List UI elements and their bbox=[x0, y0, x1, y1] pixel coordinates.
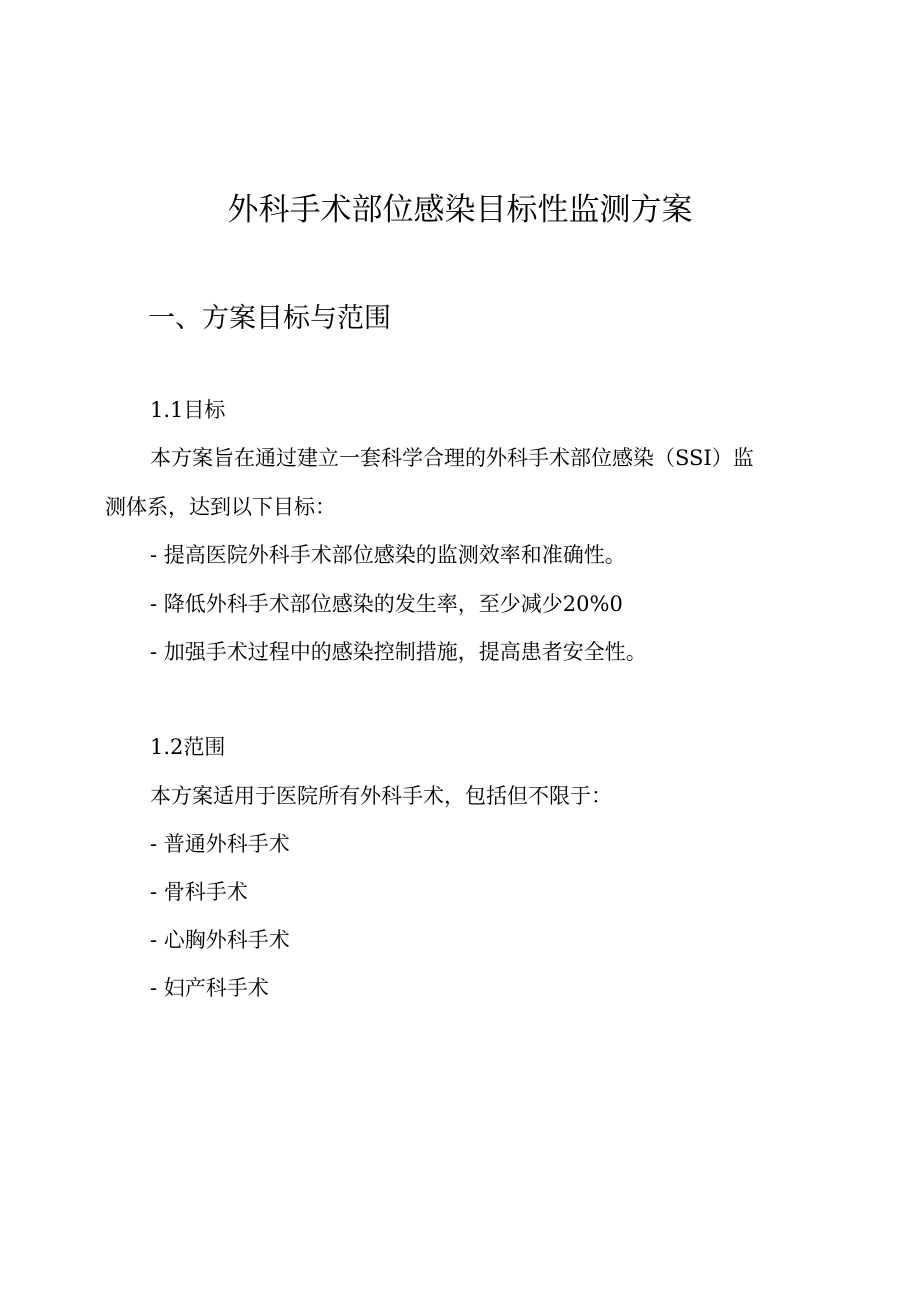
list-item: - 妇产科手术 bbox=[150, 976, 269, 1000]
list-item: - 心胸外科手术 bbox=[150, 928, 290, 952]
list-item: - 骨科手术 bbox=[150, 880, 248, 904]
paragraph-goal-intro-line-1: 本方案旨在通过建立一套科学合理的外科手术部位感染（SSI）监 bbox=[150, 446, 754, 470]
subsection-heading-1-1: 1.1目标 bbox=[150, 398, 226, 422]
paragraph-scope-intro: 本方案适用于医院所有外科手术，包括但不限于： bbox=[150, 784, 612, 808]
list-item: - 提高医院外科手术部位感染的监测效率和准确性。 bbox=[150, 543, 626, 567]
list-item: - 普通外科手术 bbox=[150, 832, 290, 856]
list-item: - 加强手术过程中的感染控制措施，提高患者安全性。 bbox=[150, 640, 647, 664]
paragraph-goal-intro-line-2: 测体系，达到以下目标： bbox=[105, 495, 336, 519]
subsection-heading-1-2: 1.2范围 bbox=[150, 735, 226, 759]
list-item: - 降低外科手术部位感染的发生率，至少减少20%0 bbox=[150, 592, 623, 616]
section-heading-1: 一、方案目标与范围 bbox=[148, 303, 391, 334]
document-title: 外科手术部位感染目标性监测方案 bbox=[227, 192, 693, 228]
